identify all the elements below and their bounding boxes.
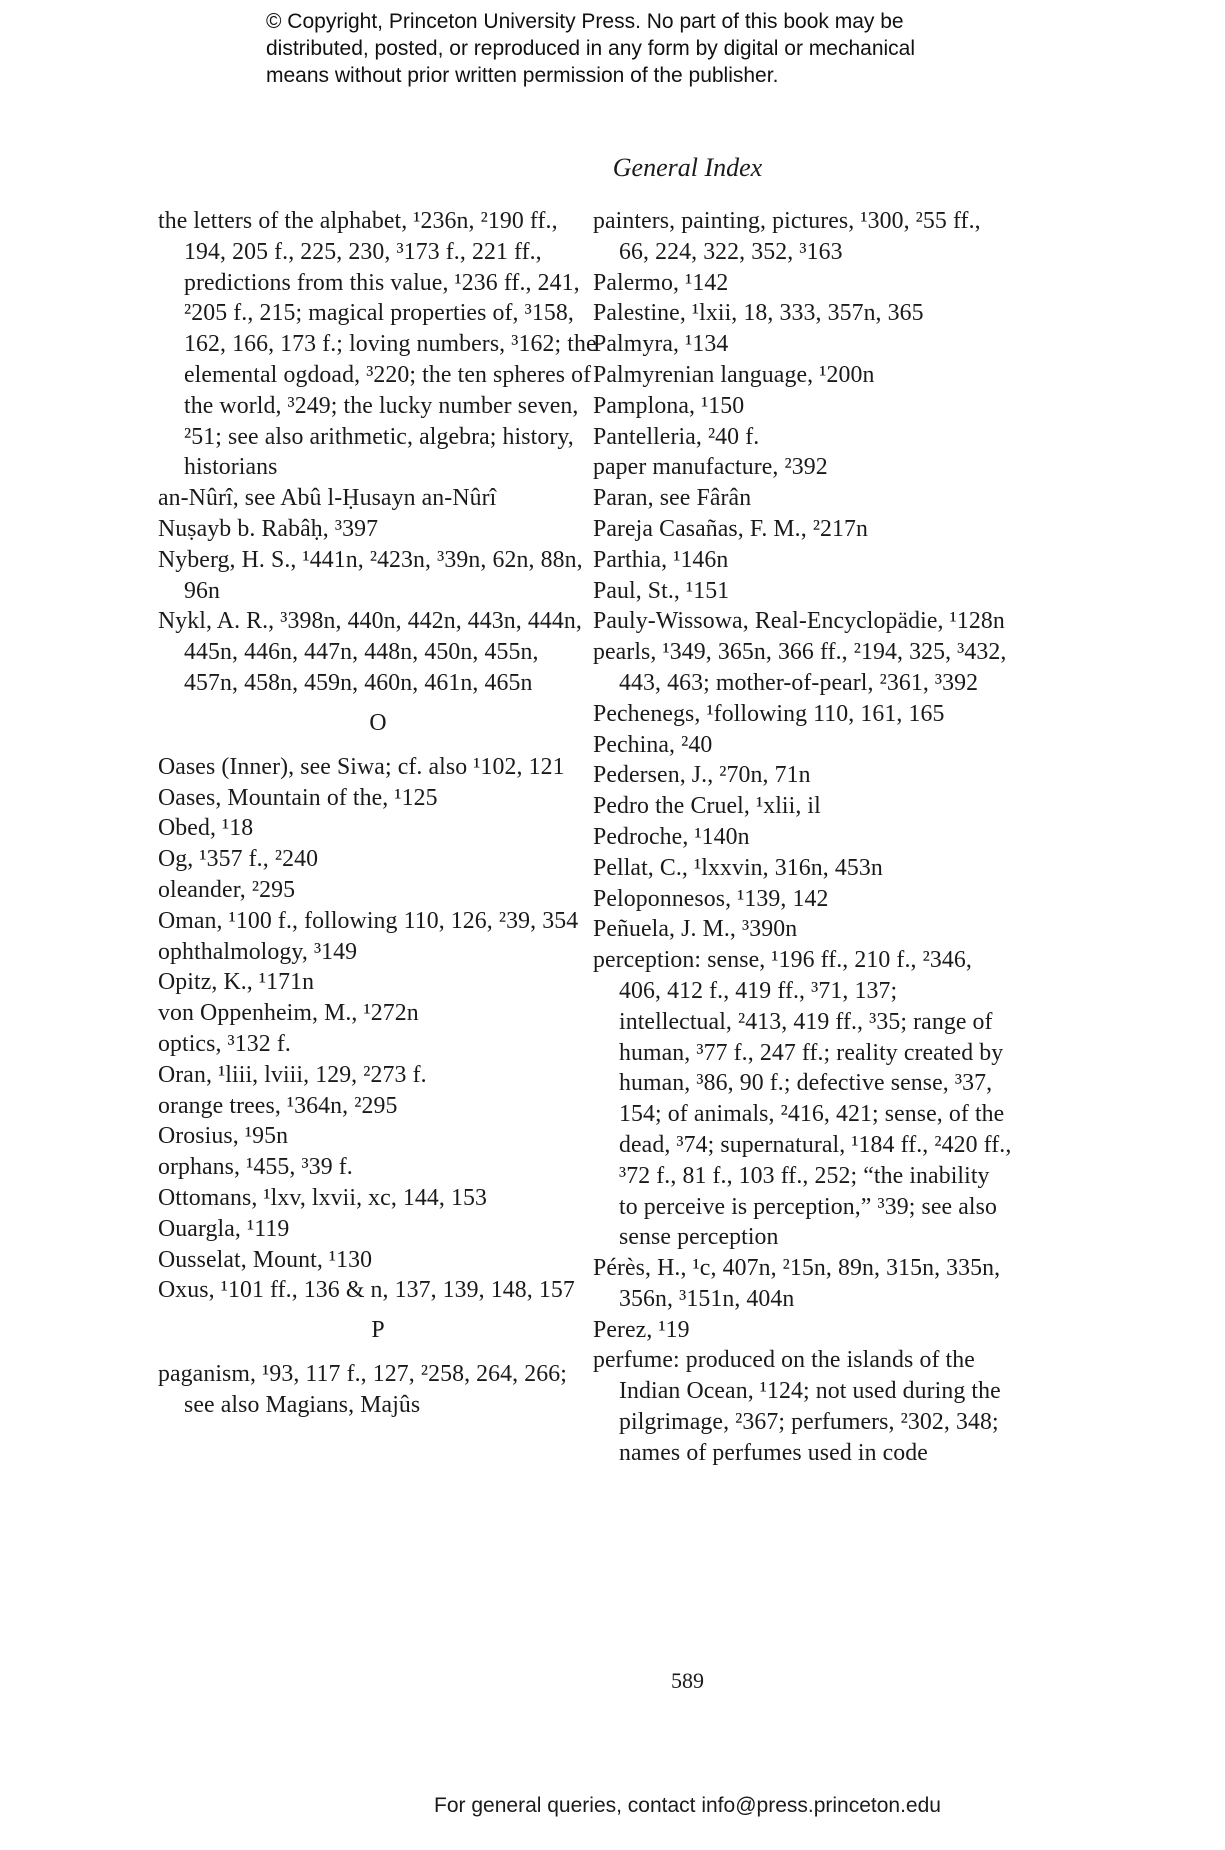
index-entry: Pellat, C., ¹lxxvin, 316n, 453n <box>593 854 883 881</box>
index-entry: Pareja Casañas, F. M., ²217n <box>593 515 869 542</box>
index-entry: Pedroche, ¹140n <box>593 823 750 850</box>
copyright-line: © Copyright, Princeton University Press. No part of this book may be <box>266 10 904 33</box>
footer-contact: For general queries, contact info@press.princeton.edu <box>434 1794 941 1817</box>
section-letter: O <box>369 709 387 736</box>
index-entry: Ouargla, ¹119 <box>158 1215 290 1242</box>
index-entry: Ousselat, Mount, ¹130 <box>158 1246 373 1273</box>
index-entry: Nyberg, H. S., ¹441n, ²423n, ³39n, 62n, 88n, 96n <box>158 546 583 604</box>
index-entry: Palmyra, ¹134 <box>593 331 729 358</box>
index-entry: Oases, Mountain of the, ¹125 <box>158 784 438 811</box>
index-entry: Oxus, ¹101 ff., 136 & n, 137, 139, 148, 157 <box>158 1277 575 1304</box>
index-entry: von Oppenheim, M., ¹272n <box>158 1000 419 1027</box>
index-entry: Paul, St., ¹151 <box>593 577 730 604</box>
index-entry: an-Nûrî, see Abû l-Ḥusayn an-Nûrî <box>158 485 497 512</box>
index-entry: Oman, ¹100 f., following 110, 126, ²39, 354 <box>158 907 579 934</box>
index-entry: orphans, ¹455, ³39 f. <box>158 1154 353 1181</box>
index-entry: Pechenegs, ¹following 110, 161, 165 <box>593 700 945 727</box>
index-entry: Oases (Inner), see Siwa; cf. also ¹102, 121 <box>158 753 565 780</box>
copyright-line: distributed, posted, or reproduced in any form by digital or mechanical <box>266 37 916 60</box>
index-entry: Pauly-Wissowa, Real-Encyclopädie, ¹128n <box>593 608 1005 635</box>
index-entry: Obed, ¹18 <box>158 815 254 842</box>
index-entry: Pérès, H., ¹c, 407n, ²15n, 89n, 315n, 335n, 356n, ³151n, 404n <box>593 1255 1001 1312</box>
index-entry: Opitz, K., ¹171n <box>158 969 315 996</box>
index-entry: pearls, ¹349, 365n, 366 ff., ²194, 325, ³432, 443, 463; mother-of-pearl, ²361, ³392 <box>593 639 1007 696</box>
index-entry: Paran, see Fârân <box>593 485 752 512</box>
index-entry: oleander, ²295 <box>158 876 296 903</box>
index-entry: perception: sense, ¹196 ff., 210 f., ²346, 406, 412 f., 419 ff., ³71, 137; intellectual, ²413, 419 ff., ³35; range of human, ³77 f., 247 ff.; reality created by human, ³86, 90 f.; defective sense, ³37, 154; of animals, ²416, 421; sense, of the dead, ³74; supernatural, ¹184 ff., ²420 ff., ³72 f., 81 f., 103 ff., 252; “the inability to perceive is perception,” ³39; see also sense perception <box>593 947 1012 1251</box>
index-entry: Nykl, A. R., ³398n, 440n, 442n, 443n, 444n, 445n, 446n, 447n, 448n, 450n, 455n, 457n, 458n, 459n, 460n, 461n, 465n <box>158 608 582 696</box>
index-entry: ophthalmology, ³149 <box>158 938 358 965</box>
index-entry: perfume: produced on the islands of the Indian Ocean, ¹124; not used during the pilgrimage, ²367; perfumers, ²302, 348; names of perfumes used in code <box>593 1347 1001 1466</box>
index-entry: Peloponnesos, ¹139, 142 <box>593 885 829 912</box>
index-entry: painters, painting, pictures, ¹300, ²55 ff., 66, 224, 322, 352, ³163 <box>593 208 981 265</box>
index-entry: Oran, ¹liii, lviii, 129, ²273 f. <box>158 1061 427 1088</box>
page-number: 589 <box>671 1668 704 1693</box>
index-entry: Pedersen, J., ²70n, 71n <box>593 762 811 789</box>
index-entry: Parthia, ¹146n <box>593 546 729 573</box>
index-entry: Og, ¹357 f., ²240 <box>158 846 319 873</box>
index-entry: Nuṣayb b. Rabâḥ, ³397 <box>158 515 379 542</box>
index-entry: orange trees, ¹364n, ²295 <box>158 1092 398 1119</box>
index-entry: Palermo, ¹142 <box>593 269 729 296</box>
index-entry: the letters of the alphabet, ¹236n, ²190 ff., 194, 205 f., 225, 230, ³173 f., 221 ff., predictions from this value, ¹236 ff., 241, ²205 f., 215; magical properties of, ³158, 162, 166, 173 f.; loving numbers, ³162; the elemental ogdoad, ³220; the ten spheres of the world, ³249; the lucky number seven, ²51; see also arithmetic, algebra; history, historians <box>158 208 597 481</box>
index-entry: Ottomans, ¹lxv, lxvii, xc, 144, 153 <box>158 1184 488 1211</box>
index-entry: Orosius, ¹95n <box>158 1123 289 1150</box>
index-entry: Pantelleria, ²40 f. <box>593 423 760 450</box>
index-entry: Palestine, ¹lxii, 18, 333, 357n, 365 <box>593 300 924 327</box>
index-column-left <box>158 206 598 1421</box>
index-entry: optics, ³132 f. <box>158 1030 291 1057</box>
index-column-right <box>593 206 1013 1469</box>
index-entry: Pechina, ²40 <box>593 731 713 758</box>
index-entry: Perez, ¹19 <box>593 1316 690 1343</box>
index-entry: Pamplona, ¹150 <box>593 392 745 419</box>
index-entry: Peñuela, J. M., ³390n <box>593 916 798 943</box>
running-head: General Index <box>612 153 763 182</box>
copyright-line: means without prior written permission of the publisher. <box>266 64 779 87</box>
copyright-notice <box>266 8 1026 89</box>
index-entry: paganism, ¹93, 117 f., 127, ²258, 264, 266; see also Magians, Majûs <box>158 1361 567 1418</box>
index-entry: Pedro the Cruel, ¹xlii, il <box>593 793 821 820</box>
index-entry: paper manufacture, ²392 <box>593 454 828 481</box>
section-letter: P <box>371 1317 385 1344</box>
index-entry: Palmyrenian language, ¹200n <box>593 361 875 388</box>
